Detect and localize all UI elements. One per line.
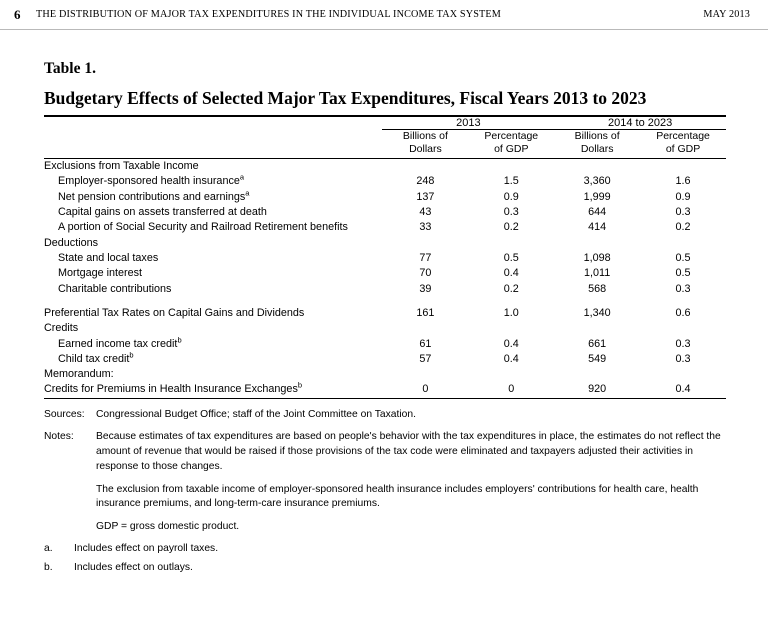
cell-value: 644	[588, 205, 607, 218]
column-header-line1: Percentage	[484, 129, 539, 142]
cell-value: 1,340	[583, 306, 611, 319]
cell-value: 0.3	[675, 337, 691, 350]
cell-value: 57	[419, 352, 432, 365]
note-paragraph: Because estimates of tax expenditures are based on people's behavior with the tax expenditures in place, the estimates do not reflect the amount of revenue that would be raised if those provisions of the tax code were eliminated and taxpayers adjusted their activities in response to those changes.	[96, 430, 721, 472]
row-label	[44, 282, 382, 297]
column-header-line2: of GDP	[494, 142, 529, 155]
cell-value: 0.4	[503, 267, 519, 280]
footnote-marker: b	[129, 350, 134, 360]
row-label-text: Credits for Premiums in Health Insurance Exchanges	[44, 383, 298, 396]
notes-body	[96, 430, 726, 536]
cell-value: 161	[416, 306, 435, 319]
cell-value: 39	[419, 282, 432, 295]
cell-value: 0.2	[503, 282, 519, 295]
table-label: Table 1.	[44, 60, 96, 77]
column-header-line2: Dollars	[580, 142, 614, 155]
row-label	[44, 220, 382, 235]
footnote-a	[44, 542, 726, 557]
row-label	[44, 205, 382, 220]
cell-value: 0.3	[675, 205, 691, 218]
column-header-line2: of GDP	[665, 142, 701, 155]
row-label-text: State and local taxes	[58, 251, 159, 264]
footnote-a-key: a.	[44, 543, 53, 555]
table-spacer-row	[44, 297, 726, 306]
table-row	[44, 220, 726, 235]
page-content	[0, 30, 768, 576]
section-heading-credits: Credits	[44, 322, 79, 335]
row-label-text: Capital gains on assets transferred at death	[58, 205, 267, 218]
row-label-text: Earned income tax credit	[58, 337, 178, 350]
column-header-pctgdp-2014-2023	[640, 130, 726, 156]
cell-value: 0.5	[503, 251, 519, 264]
row-label-text: Net pension contributions and earnings	[58, 190, 246, 203]
group-header-2014-2023: 2014 to 2023	[607, 116, 673, 129]
cell-value: 0.9	[503, 190, 519, 203]
table-notes	[44, 408, 726, 576]
running-head-date: MAY 2013	[703, 9, 750, 20]
table-group-header-row	[44, 117, 726, 129]
cell-value: 0.4	[503, 337, 519, 350]
table-section-heading-row	[44, 236, 726, 251]
row-label-text: Preferential Tax Rates on Capital Gains and Dividends	[44, 306, 305, 319]
cell-value: 0.3	[503, 205, 519, 218]
footnote-marker: b	[297, 380, 303, 390]
cell-value: 1,999	[583, 190, 611, 203]
note-paragraph: GDP = gross domestic product.	[96, 521, 240, 533]
cell-value: 77	[419, 251, 432, 264]
sources-text: Congressional Budget Office; staff of the Joint Committee on Taxation.	[96, 408, 416, 420]
page-number: 6	[14, 6, 21, 22]
cell-value: 137	[416, 190, 435, 203]
footnote-b-text: Includes effect on outlays.	[74, 562, 193, 574]
table-row	[44, 306, 726, 321]
footnote-marker: a	[245, 187, 250, 197]
section-heading-exclusions: Exclusions from Taxable Income	[44, 159, 199, 172]
table-row	[44, 266, 726, 281]
section-heading-deductions: Deductions	[44, 236, 99, 249]
column-header-line2: Dollars	[409, 142, 442, 155]
cell-value: 0.3	[675, 282, 691, 295]
footnote-marker: a	[239, 172, 245, 182]
running-head-title: THE DISTRIBUTION OF MAJOR TAX EXPENDITURES IN THE INDIVIDUAL INCOME TAX SYSTEM	[36, 9, 502, 20]
note-paragraph: The exclusion from taxable income of employer-sponsored health insurance includes employers' contributions for health care, health insurance premiums, and long-term-care insurance premiums.	[96, 483, 699, 510]
table-row	[44, 190, 726, 205]
column-header-pctgdp-2013	[468, 130, 554, 156]
table-row	[44, 174, 726, 189]
table-section-heading-row	[44, 158, 726, 174]
cell-value: 0.5	[675, 267, 691, 280]
row-label-text: A portion of Social Security and Railroad Retirement benefits	[58, 221, 348, 234]
table-row	[44, 282, 726, 297]
footnote-b	[44, 561, 726, 576]
table-row	[44, 205, 726, 220]
table-row	[44, 337, 726, 352]
cell-value: 0.2	[675, 221, 691, 234]
row-label	[44, 266, 382, 281]
row-label	[44, 187, 382, 205]
cell-value: 0.5	[675, 251, 691, 264]
running-head	[0, 0, 768, 30]
table-column-header-row	[44, 130, 726, 156]
row-label-text: Mortgage interest	[58, 267, 143, 280]
column-header-line1: Percentage	[656, 129, 710, 142]
cell-value: 248	[416, 175, 435, 188]
cell-value: 920	[588, 383, 607, 396]
row-label	[44, 306, 382, 321]
cell-value: 0.2	[503, 221, 519, 234]
column-header-billions-2013	[382, 130, 468, 156]
footnote-marker: b	[177, 334, 182, 344]
table-row	[44, 352, 726, 367]
cell-value: 0.4	[503, 352, 519, 365]
cell-value: 61	[419, 337, 432, 350]
cell-value: 33	[419, 221, 432, 234]
column-header-line1: Billions of	[402, 129, 448, 142]
cell-value: 0	[508, 383, 515, 396]
table-title: Budgetary Effects of Selected Major Tax Expenditures, Fiscal Years 2013 to 2023	[44, 88, 726, 117]
cell-value: 3,360	[583, 175, 611, 188]
cell-value: 414	[588, 221, 607, 234]
group-header-2013: 2013	[456, 116, 481, 129]
table-section-heading-row	[44, 321, 726, 336]
cell-value: 568	[588, 282, 607, 295]
table-row	[44, 382, 726, 398]
notes-note	[44, 430, 726, 536]
table-bottom-rule	[44, 398, 726, 400]
table-memorandum-heading-row	[44, 367, 726, 382]
cell-value: 0.4	[675, 383, 691, 396]
row-label	[44, 251, 382, 266]
footnote-b-key: b.	[44, 562, 53, 574]
column-header-billions-2014-2023	[554, 130, 640, 156]
row-label-text: Child tax credit	[58, 352, 130, 365]
cell-value: 1.5	[503, 175, 519, 188]
cell-value: 70	[419, 267, 432, 280]
cell-value: 0.6	[675, 306, 691, 319]
column-header-line1: Billions of	[574, 129, 620, 142]
sources-label: Sources:	[44, 408, 85, 420]
cell-value: 1,011	[584, 267, 611, 280]
sources-note	[44, 408, 726, 423]
row-label	[44, 382, 382, 398]
table-row	[44, 251, 726, 266]
cell-value: 0	[422, 383, 429, 396]
cell-value: 1.0	[503, 306, 519, 319]
footnote-a-text: Includes effect on payroll taxes.	[74, 543, 219, 555]
row-label	[44, 352, 382, 367]
cell-value: 43	[419, 205, 432, 218]
budgetary-effects-table	[44, 117, 726, 400]
cell-value: 1,098	[583, 251, 611, 264]
notes-label: Notes:	[44, 430, 74, 442]
cell-value: 0.9	[675, 190, 691, 203]
row-label	[44, 174, 382, 189]
cell-value: 1.6	[675, 175, 691, 188]
cell-value: 0.3	[675, 352, 691, 365]
row-label-text: Employer-sponsored health insurance	[58, 175, 240, 188]
memorandum-heading: Memorandum:	[44, 368, 114, 381]
row-label-text: Charitable contributions	[58, 282, 172, 295]
cell-value: 661	[588, 337, 607, 350]
cell-value: 549	[588, 352, 607, 365]
row-label	[44, 334, 382, 352]
